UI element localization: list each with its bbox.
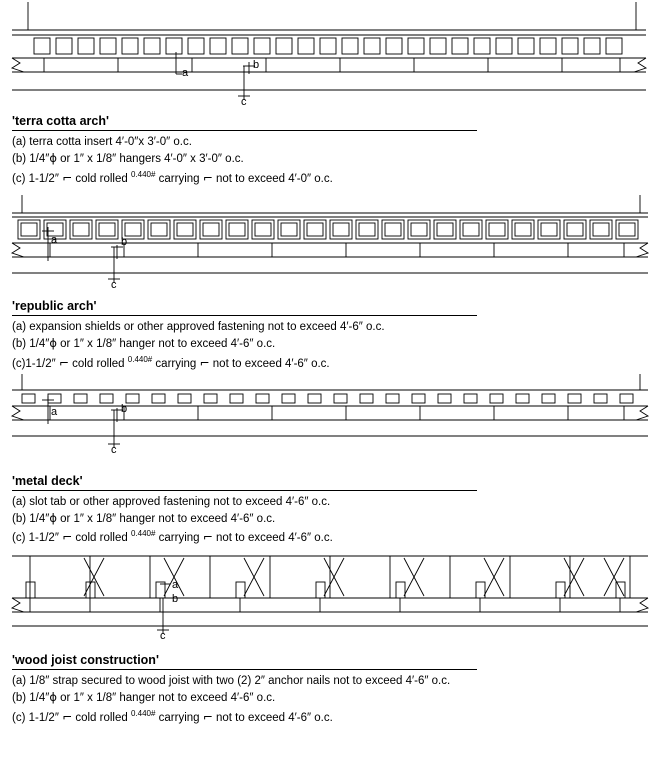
note-c (12, 527, 646, 547)
wood-joist-drawing (0, 546, 656, 651)
caption-metal-deck (0, 472, 656, 547)
figure-title: 'metal deck' (12, 474, 477, 491)
figure-title: 'republic arch' (12, 299, 477, 316)
figure-republic-arch (0, 187, 656, 297)
note-b (12, 689, 646, 706)
note-a (12, 673, 646, 689)
section-wood-joist-construction (0, 546, 656, 726)
note-b-text: (b) 1/4″ϕ or 1″ x 1/8″ hanger not to exceed 4′-6″ o.c. (12, 335, 276, 350)
note-b-text: (b) 1/4″ϕ or 1″ x 1/8″ hangers 4′-0″ x 3′-0″ o.c. (12, 151, 244, 165)
section-republic-arch (0, 187, 656, 372)
note-c-text: (c) 1-1/2″ ⌐ cold rolled $^{0.440\#}$ carrying ⌐ not to exceed 4′-0″ o.c. (12, 170, 333, 185)
marker-label-c: c (111, 443, 117, 456)
marker-label-b: b (253, 59, 260, 71)
note-a-text: (a) expansion shields or other approved fastening not to exceed 4′-6″ o.c. (12, 320, 385, 333)
figure-metal-deck (0, 372, 656, 472)
note-a-text: (a) terra cotta insert 4′-0″x 3′-0″ o.c. (12, 136, 192, 148)
marker-label-c: c (241, 96, 247, 108)
marker-label-a: a (51, 405, 58, 418)
note-c-text: (c) 1-1/2″ ⌐ cold rolled $^{0.440\#}$ carrying ⌐ not to exceed 4′-6″ o.c. (12, 529, 333, 545)
note-a-text: (a) slot tab or other approved fastening not to exceed 4′-6″ o.c. (12, 495, 331, 508)
republic-arch-drawing (0, 187, 656, 297)
marker-label-b: b (121, 235, 128, 248)
marker-label-c: c (111, 278, 117, 291)
marker-label-a: a (51, 233, 58, 246)
caption-terra-cotta-arch (0, 112, 656, 187)
note-c (12, 167, 646, 187)
figure-title: 'wood joist construction' (12, 653, 477, 670)
figure-wood-joist-construction (0, 546, 656, 651)
note-b (12, 150, 646, 167)
section-metal-deck (0, 372, 656, 547)
note-b-text: (b) 1/4″ϕ or 1″ x 1/8″ hanger not to exceed 4′-6″ o.c. (12, 690, 276, 705)
marker-label-a: a (172, 579, 179, 592)
note-c (12, 352, 646, 372)
note-b (12, 335, 646, 352)
metal-deck-drawing (0, 372, 656, 472)
note-b-text: (b) 1/4″ϕ or 1″ x 1/8″ hanger not to exceed 4′-6″ o.c. (12, 510, 276, 525)
figure-terra-cotta-arch (0, 0, 656, 112)
note-c (12, 706, 646, 726)
marker-label-a: a (182, 67, 189, 79)
caption-republic-arch (0, 297, 656, 372)
marker-label-b: b (172, 593, 179, 606)
figure-title: 'terra cotta arch' (12, 114, 477, 131)
terra-cotta-arch-drawing (0, 0, 656, 112)
note-c-text: (c)1-1/2″ ⌐ cold rolled $^{0.440\#}$ carrying ⌐ not to exceed 4′-6″ o.c. (12, 354, 330, 370)
note-a (12, 494, 646, 510)
note-a-text: (a) 1/8″ strap secured to wood joist with two (2) 2″ anchor nails not to exceed 4′-6″ o.c. (12, 675, 451, 688)
marker-label-b: b (121, 402, 128, 415)
section-terra-cotta-arch (0, 0, 656, 187)
marker-label-c: c (160, 630, 166, 643)
note-c-text: (c) 1-1/2″ ⌐ cold rolled $^{0.440\#}$ carrying ⌐ not to exceed 4′-6″ o.c. (12, 709, 333, 725)
caption-wood-joist-construction (0, 651, 656, 726)
note-a (12, 134, 646, 150)
note-b (12, 510, 646, 527)
note-a (12, 319, 646, 335)
